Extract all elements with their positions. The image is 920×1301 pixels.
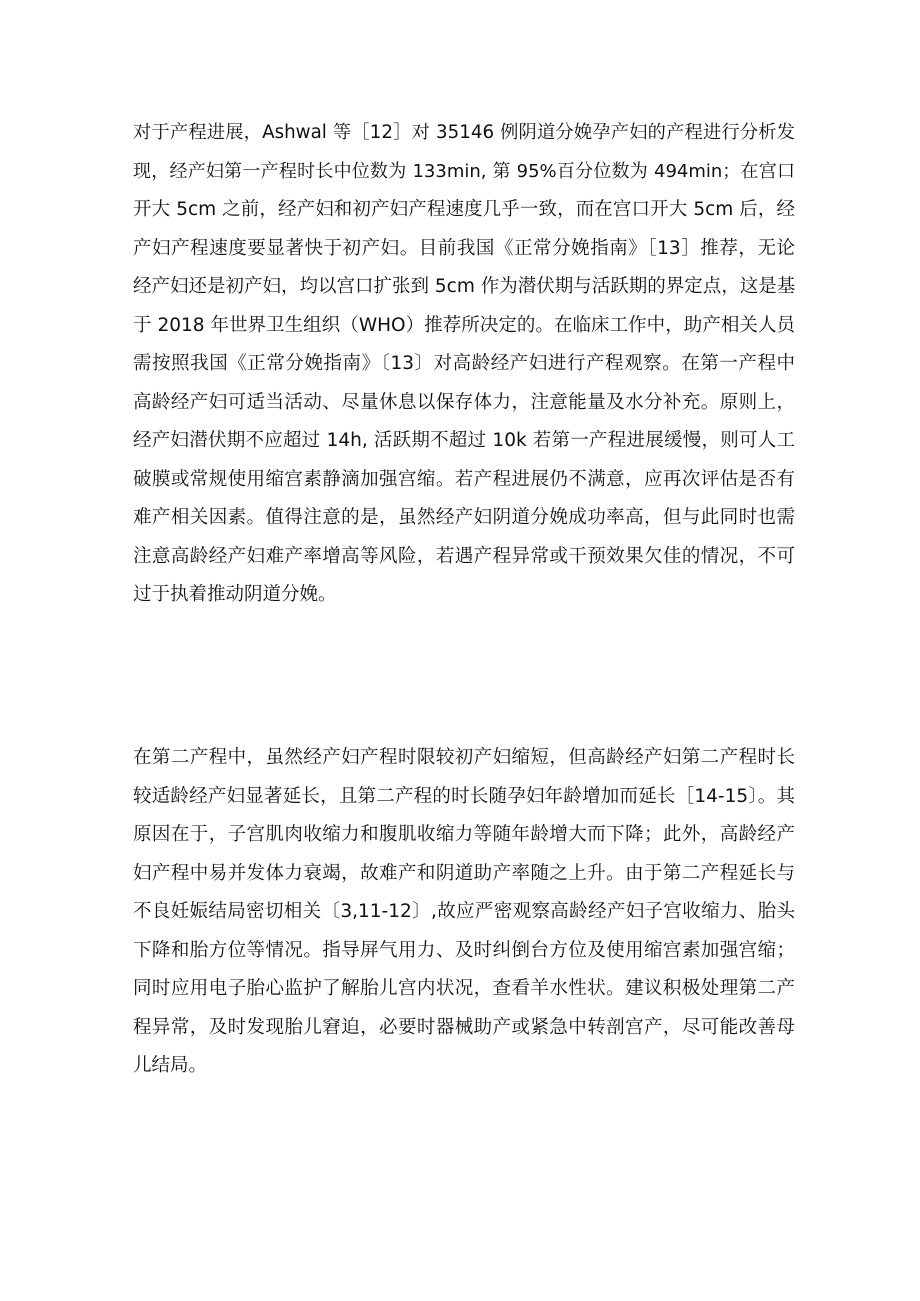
text-line: 妇产程中易并发体力衰竭，故难产和阴道助产率随之上升。由于第二产程延长与 bbox=[133, 862, 795, 884]
text-line: 高龄经产妇可适当活动、尽量休息以保存体力，注意能量及水分补充。原则上， bbox=[133, 391, 795, 413]
text-line: 需按照我国《正常分娩指南》〔13〕对高龄经产妇进行产程观察。在第一产程中 bbox=[133, 353, 795, 374]
text-line: 同时应用电子胎心监护了解胎儿宫内状况，查看羊水性状。建议积极处理第二产 bbox=[133, 978, 795, 999]
text-line: 不良妊娠结局密切相关〔3,11-12〕,故应严密观察高龄经产妇子宫收缩力、胎头 bbox=[133, 901, 795, 922]
text-line: 在第二产程中，虽然经产妇产程时限较初产妇缩短，但高龄经产妇第二产程时长 bbox=[133, 747, 795, 768]
text-line: 程异常，及时发现胎儿窘迫，必要时器械助产或紧急中转剖宫产，尽可能改善母 bbox=[133, 1016, 795, 1038]
text-line: 产妇产程速度要显著快于初产妇。目前我国《正常分娩指南》［13］推荐，无论 bbox=[133, 237, 795, 259]
paragraph-first-stage-of-labor bbox=[133, 114, 795, 615]
text-line: 过于执着推动阴道分娩。 bbox=[133, 584, 337, 605]
paragraph-second-stage-of-labor bbox=[133, 739, 795, 1086]
text-line: 经产妇潜伏期不应超过 14h, 活跃期不超过 10k 若第一产程进展缓慢，则可人工 bbox=[133, 430, 795, 451]
text-line: 注意高龄经产妇难产率增高等风险，若遇产程异常或干预效果欠佳的情况，不可 bbox=[133, 545, 795, 567]
text-line: 较适龄经产妇显著延长，且第二产程的时长随孕妇年龄增加而延长［14-15〕。其 bbox=[133, 785, 795, 807]
text-line: 儿结局。 bbox=[133, 1055, 208, 1076]
text-line: 经产妇还是初产妇，均以宫口扩张到 5cm 作为潜伏期与活跃期的界定点，这是基 bbox=[133, 276, 796, 297]
text-line: 对于产程进展，Ashwal 等［12］对 35146 例阴道分娩孕产妇的产程进行分析发 bbox=[133, 122, 795, 143]
text-line: 难产相关因素。值得注意的是，虽然经产妇阴道分娩成功率高，但与此同时也需 bbox=[133, 507, 795, 528]
text-line: 下降和胎方位等情况。指导屏气用力、及时纠倒台方位及使用缩宫素加强宫缩； bbox=[133, 939, 795, 961]
text-line: 于 2018 年世界卫生组织（WHO）推荐所决定的。在临床工作中，助产相关人员 bbox=[133, 314, 795, 336]
text-line: 破膜或常规使用缩宫素静滴加强宫缩。若产程进展仍不满意，应再次评估是否有 bbox=[133, 468, 795, 490]
text-line: 现，经产妇第一产程时长中位数为 133min, 第 95%百分位数为 494min；在宫口 bbox=[133, 160, 795, 182]
text-line: 原因在于，子宫肌肉收缩力和腹肌收缩力等随年龄增大而下降；此外，高龄经产 bbox=[133, 824, 795, 845]
text-line: 开大 5cm 之前，经产妇和初产妇产程速度几乎一致，而在宫口开大 5cm 后，经 bbox=[133, 199, 795, 220]
